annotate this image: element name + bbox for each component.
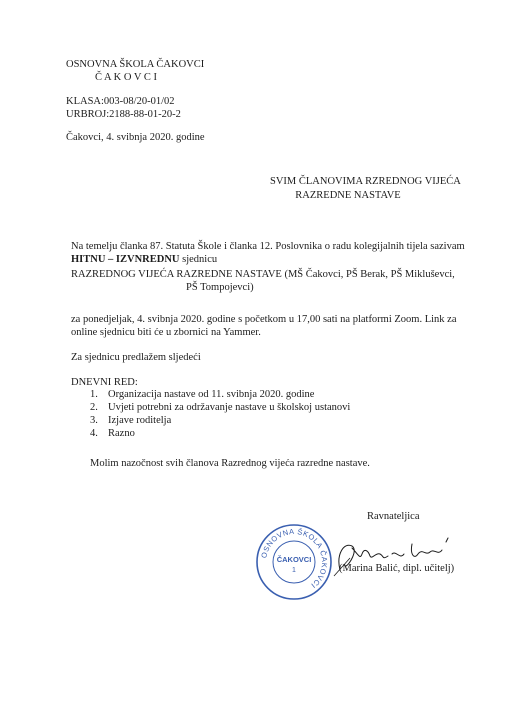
closing-line: Molim nazočnost svih članova Razrednog vijeća razredne nastave. xyxy=(90,458,370,469)
agenda-item-text: Izjave roditelja xyxy=(108,415,172,426)
stamp-number: 1 xyxy=(292,567,296,574)
school-name: OSNOVNA ŠKOLA ČAKOVCI xyxy=(66,59,205,70)
agenda-item xyxy=(90,388,350,401)
signature-name: (Marina Balić, dipl. učitelj) xyxy=(339,563,455,574)
date-line: Čakovci, 4. svibnja 2020. godine xyxy=(66,132,205,143)
recipient-line-2: RAZREDNE NASTAVE xyxy=(295,189,401,201)
agenda-item-text: Uvjeti potrebni za održavanje nastave u školskoj ustanovi xyxy=(108,402,351,413)
agenda-item xyxy=(90,401,350,414)
intro-line-1: Na temelju članka 87. Statuta Škole i članka 12. Poslovnika o radu kolegijalnih tijela sazivam xyxy=(71,241,465,252)
session-word: sjednicu xyxy=(179,254,218,265)
time-line-1: za ponedjeljak, 4. svibnja 2020. godine s početkom u 17,00 sati na platformi Zoom. Link za xyxy=(71,314,457,325)
stamp-center-text: ČAKOVCI xyxy=(276,555,312,564)
council-line-2: PŠ Tompojevci) xyxy=(186,282,254,293)
council-line-1: RAZREDNOG VIJEĆA RAZREDNE NASTAVE (MŠ Čakovci, PŠ Berak, PŠ Mikluševci, xyxy=(71,269,455,280)
recipient-block xyxy=(270,175,461,202)
school-place: Č A K O V C I xyxy=(95,72,158,83)
time-line-2: online sjednicu biti će u zbornici na Yammer. xyxy=(71,327,261,338)
intro-line-2 xyxy=(71,253,217,267)
agenda-item-text: Razno xyxy=(108,428,135,439)
agenda-item-number: 1. xyxy=(90,389,98,400)
agenda-item-text: Organizacija nastave od 11. svibnja 2020. godine xyxy=(108,389,315,400)
agenda-title: DNEVNI RED: xyxy=(71,377,138,388)
klasa-number: KLASA:003-08/20-01/02 xyxy=(66,96,175,107)
agenda-item xyxy=(90,427,350,440)
session-type: HITNU – IZVNREDNU xyxy=(71,254,180,265)
agenda-item-number: 3. xyxy=(90,415,98,426)
stamp-ring-text: OSNOVNA ŠKOLA ČAKOVCI xyxy=(259,526,330,591)
agenda-item xyxy=(90,414,350,427)
signature-role: Ravnateljica xyxy=(367,511,420,522)
urbroj-number: URBROJ:2188-88-01-20-2 xyxy=(66,109,181,120)
agenda-list xyxy=(90,388,350,440)
proposal-line: Za sjednicu predlažem sljedeći xyxy=(71,352,201,363)
school-stamp xyxy=(254,522,334,602)
agenda-item-number: 4. xyxy=(90,428,98,439)
recipient-line-1: SVIM ČLANOVIMA RZREDNOG VIJEĆA xyxy=(270,176,461,187)
agenda-item-number: 2. xyxy=(90,402,98,413)
